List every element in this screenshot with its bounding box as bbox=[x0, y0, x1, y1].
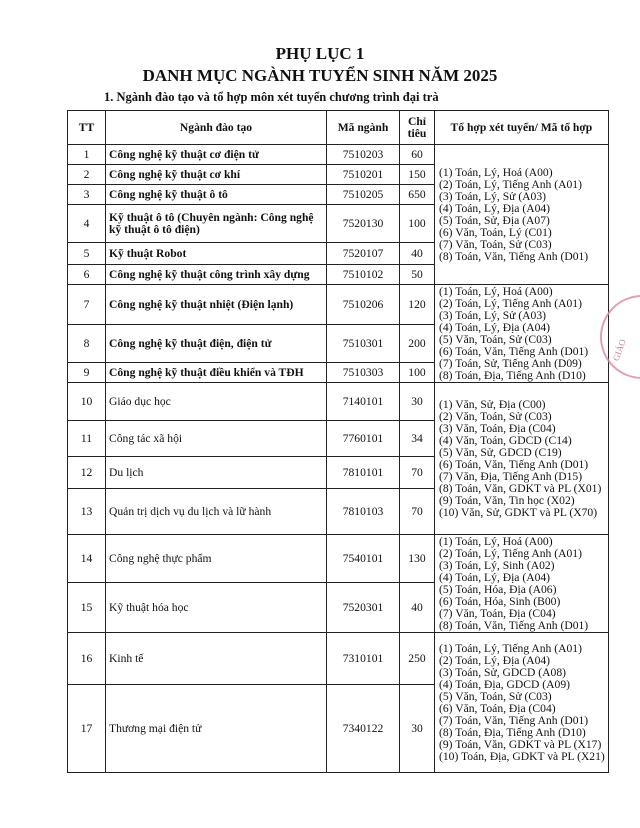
row-major: Du lịch bbox=[106, 457, 327, 489]
combo-line: (7) Văn, Toán, Địa (C04) bbox=[439, 606, 556, 620]
row-tt: 10 bbox=[68, 383, 106, 421]
row-quota: 70 bbox=[400, 457, 435, 489]
combo-line: (7) Văn, Toán, Sử (C03) bbox=[439, 237, 552, 251]
combo-line: (7) Toán, Sử, Tiếng Anh (D09) bbox=[439, 356, 582, 370]
row-major: Công nghệ kỹ thuật nhiệt (Điện lạnh) bbox=[106, 285, 327, 325]
row-code: 7510205 bbox=[327, 185, 400, 205]
row-code: 7510301 bbox=[327, 325, 400, 363]
combo-line: (5) Văn, Sử, GDCD (C19) bbox=[439, 445, 562, 459]
combo-line: (6) Toán, Hóa, Sinh (B00) bbox=[439, 594, 561, 608]
combo-line: (8) Toán, Văn, Tiếng Anh (D01) bbox=[439, 249, 589, 263]
header-major: Ngành đào tạo bbox=[106, 111, 327, 145]
row-quota: 50 bbox=[400, 265, 435, 285]
row-quota: 30 bbox=[400, 685, 435, 773]
combo-line: (4) Toán, Lý, Địa (A04) bbox=[439, 320, 551, 334]
combo-line: (1) Toán, Lý, Hoá (A00) bbox=[439, 165, 553, 179]
combo-line: (8) Toán, Địa, Tiếng Anh (D10) bbox=[439, 368, 586, 382]
combo-line: (7) Toán, Văn, Tiếng Anh (D01) bbox=[439, 713, 589, 727]
appendix-label: PHỤ LỤC 1 bbox=[275, 44, 365, 63]
table-row bbox=[68, 535, 609, 583]
section-heading: 1. Ngành đào tạo và tổ hợp môn xét tuyển chương trình đại trà bbox=[104, 90, 439, 104]
combo-line: (7) Văn, Địa, Tiếng Anh (D15) bbox=[439, 469, 583, 483]
row-major: Công nghệ kỹ thuật điện, điện tử bbox=[106, 325, 327, 363]
row-quota: 34 bbox=[400, 421, 435, 457]
combo-line: (1) Toán, Lý, Hoá (A00) bbox=[439, 534, 553, 548]
row-quota: 100 bbox=[400, 205, 435, 243]
combo-line: (6) Văn, Toán, Địa (C04) bbox=[439, 701, 556, 715]
combo-cell bbox=[435, 633, 609, 773]
row-code: 7310101 bbox=[327, 633, 400, 685]
row-quota: 70 bbox=[400, 489, 435, 535]
row-major: Công nghệ kỹ thuật cơ khí bbox=[106, 165, 327, 185]
row-quota: 30 bbox=[400, 383, 435, 421]
row-tt: 12 bbox=[68, 457, 106, 489]
row-quota: 130 bbox=[400, 535, 435, 583]
row-tt: 11 bbox=[68, 421, 106, 457]
combo-line: (1) Văn, Sử, Địa (C00) bbox=[439, 397, 546, 411]
combo-line: (2) Toán, Lý, Địa (A04) bbox=[439, 653, 551, 667]
combo-line: (6) Toán, Văn, Tiếng Anh (D01) bbox=[439, 344, 589, 358]
document-title: DANH MỤC NGÀNH TUYỂN SINH NĂM 2025 bbox=[142, 66, 498, 85]
combo-cell bbox=[435, 285, 609, 383]
row-code: 7340122 bbox=[327, 685, 400, 773]
combo-line: (1) Toán, Lý, Tiếng Anh (A01) bbox=[439, 641, 582, 655]
row-tt: 6 bbox=[68, 265, 106, 285]
row-tt: 1 bbox=[68, 145, 106, 165]
row-code: 7810103 bbox=[327, 489, 400, 535]
row-code: 7520107 bbox=[327, 243, 400, 265]
combo-line: (8) Toán, Văn, Tiếng Anh (D01) bbox=[439, 618, 589, 632]
row-code: 7540101 bbox=[327, 535, 400, 583]
combo-line: (4) Toán, Lý, Địa (A04) bbox=[439, 201, 551, 215]
combo-line: (2) Toán, Lý, Tiếng Anh (A01) bbox=[439, 177, 582, 191]
row-quota: 200 bbox=[400, 325, 435, 363]
combo-line: (2) Toán, Lý, Tiếng Anh (A01) bbox=[439, 296, 582, 310]
combo-line: (10) Toán, Địa, GDKT và PL (X21) bbox=[439, 749, 605, 763]
combo-line: (4) Toán, Địa, GDCD (A09) bbox=[439, 677, 570, 691]
combo-cell bbox=[435, 383, 609, 535]
row-code: 7510201 bbox=[327, 165, 400, 185]
row-major: Công nghệ kỹ thuật cơ điện tử bbox=[106, 145, 327, 165]
table-row bbox=[68, 633, 609, 685]
combo-line: (2) Văn, Toán, Sử (C03) bbox=[439, 409, 552, 423]
row-quota: 100 bbox=[400, 363, 435, 383]
combo-line: (2) Toán, Lý, Tiếng Anh (A01) bbox=[439, 546, 582, 560]
row-quota: 40 bbox=[400, 243, 435, 265]
row-code: 7140101 bbox=[327, 383, 400, 421]
row-code: 7520301 bbox=[327, 583, 400, 633]
combo-line: (9) Toán, Văn, GDKT và PL (X17) bbox=[439, 737, 602, 751]
combo-line: (5) Toán, Sử, Địa (A07) bbox=[439, 213, 550, 227]
combo-line: (8) Toán, Văn, GDKT và PL (X01) bbox=[439, 481, 602, 495]
row-major: Quản trị dịch vụ du lịch và lữ hành bbox=[106, 489, 327, 535]
row-tt: 7 bbox=[68, 285, 106, 325]
header-code: Mã ngành bbox=[327, 111, 400, 145]
majors-table bbox=[67, 110, 609, 773]
combo-line: (6) Toán, Văn, Tiếng Anh (D01) bbox=[439, 457, 589, 471]
row-code: 7760101 bbox=[327, 421, 400, 457]
row-tt: 5 bbox=[68, 243, 106, 265]
header-quota: Chỉ tiêu bbox=[400, 111, 435, 145]
combo-line: (3) Toán, Lý, Sinh (A02) bbox=[439, 558, 555, 572]
combo-line: (3) Văn, Toán, Địa (C04) bbox=[439, 421, 556, 435]
row-quota: 650 bbox=[400, 185, 435, 205]
row-major: Kinh tế bbox=[106, 633, 327, 685]
combo-line: (3) Toán, Lý, Sử (A03) bbox=[439, 308, 547, 322]
row-tt: 13 bbox=[68, 489, 106, 535]
row-tt: 8 bbox=[68, 325, 106, 363]
row-major: Công nghệ kỹ thuật ô tô bbox=[106, 185, 327, 205]
row-major: Công nghệ thực phẩm bbox=[106, 535, 327, 583]
table-header-row bbox=[68, 111, 609, 145]
table-row bbox=[68, 145, 609, 165]
row-tt: 17 bbox=[68, 685, 106, 773]
combo-line: (5) Toán, Hóa, Địa (A06) bbox=[439, 582, 557, 596]
row-quota: 60 bbox=[400, 145, 435, 165]
row-tt: 2 bbox=[68, 165, 106, 185]
combo-line: (5) Văn, Toán, Sử (C03) bbox=[439, 332, 552, 346]
row-code: 7510303 bbox=[327, 363, 400, 383]
row-tt: 3 bbox=[68, 185, 106, 205]
row-tt: 4 bbox=[68, 205, 106, 243]
header-tt: TT bbox=[68, 111, 106, 145]
row-major: Kỹ thuật ô tô (Chuyên ngành: Công nghệ kỹ thuật ô tô điện) bbox=[106, 205, 327, 243]
row-code: 7510203 bbox=[327, 145, 400, 165]
combo-line: (4) Toán, Lý, Địa (A04) bbox=[439, 570, 551, 584]
combo-line: (9) Toán, Văn, Tin học (X02) bbox=[439, 493, 575, 507]
combo-line: (3) Toán, Lý, Sử (A03) bbox=[439, 189, 547, 203]
row-quota: 250 bbox=[400, 633, 435, 685]
row-code: 7520130 bbox=[327, 205, 400, 243]
combo-line: (10) Văn, Sử, GDKT và PL (X70) bbox=[439, 505, 598, 519]
row-quota: 150 bbox=[400, 165, 435, 185]
combo-line: (1) Toán, Lý, Hoá (A00) bbox=[439, 284, 553, 298]
row-quota: 120 bbox=[400, 285, 435, 325]
row-code: 7510102 bbox=[327, 265, 400, 285]
row-code: 7810101 bbox=[327, 457, 400, 489]
row-major: Thương mại điện tử bbox=[106, 685, 327, 773]
row-major: Công nghệ kỹ thuật công trình xây dựng bbox=[106, 265, 327, 285]
combo-cell bbox=[435, 535, 609, 633]
row-major: Giáo dục học bbox=[106, 383, 327, 421]
row-code: 7510206 bbox=[327, 285, 400, 325]
row-tt: 14 bbox=[68, 535, 106, 583]
combo-line: (5) Văn, Toán, Sử (C03) bbox=[439, 689, 552, 703]
table-row bbox=[68, 383, 609, 421]
table-row bbox=[68, 285, 609, 325]
row-major: Công nghệ kỹ thuật điều khiển và TĐH bbox=[106, 363, 327, 383]
combo-cell bbox=[435, 145, 609, 285]
seal-stamp: GIÁO bbox=[600, 295, 640, 379]
header-combo: Tổ hợp xét tuyển/ Mã tổ hợp bbox=[435, 111, 609, 145]
combo-line: (6) Văn, Toán, Lý (C01) bbox=[439, 225, 552, 239]
row-quota: 40 bbox=[400, 583, 435, 633]
row-major: Kỹ thuật Robot bbox=[106, 243, 327, 265]
row-tt: 9 bbox=[68, 363, 106, 383]
row-major: Công tác xã hội bbox=[106, 421, 327, 457]
combo-line: (4) Văn, Toán, GDCD (C14) bbox=[439, 433, 572, 447]
combo-line: (3) Toán, Sử, GDCD (A08) bbox=[439, 665, 566, 679]
row-major: Kỹ thuật hóa học bbox=[106, 583, 327, 633]
row-tt: 15 bbox=[68, 583, 106, 633]
row-tt: 16 bbox=[68, 633, 106, 685]
combo-line: (8) Toán, Địa, Tiếng Anh (D10) bbox=[439, 725, 586, 739]
